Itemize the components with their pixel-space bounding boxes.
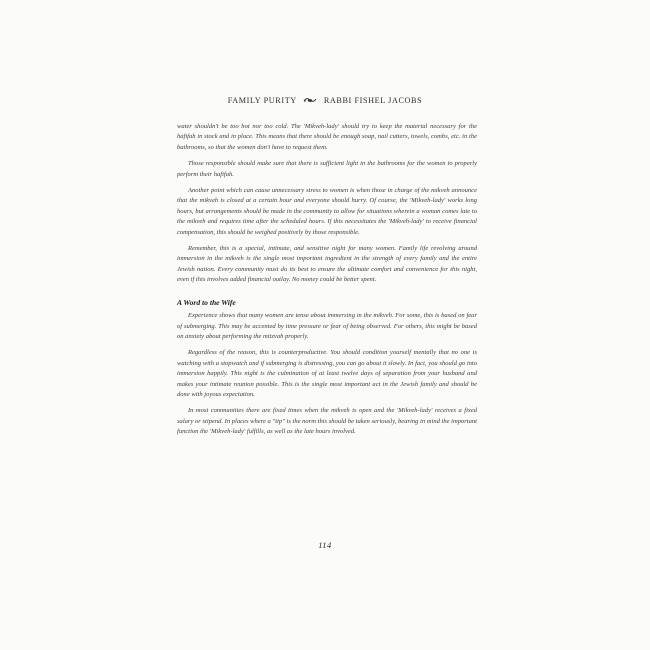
ornament-icon xyxy=(303,96,317,106)
section-heading: A Word to the Wife xyxy=(177,297,236,307)
header-book-title: FAMILY PURITY xyxy=(227,96,297,105)
page-number: 114 xyxy=(318,540,332,550)
running-header xyxy=(0,96,650,106)
body-text xyxy=(177,122,477,444)
paragraph: In most communities there are fixed times when the mikveh is open and the 'Mikveh-lady' receives a fixed salary or stipend. In places where a "tip" is the norm this should be taken seriously, bearing in mind the important function the 'Mikveh-lady' fulfills, as well as the late hours involved. xyxy=(177,407,477,436)
paragraph: Experience shows that many women are tense about immersing in the mikveh. For some, this is based on fear of submerging. This may be accented by time pressure or fear of being observed. For others, this might be based on anxiety about performing the mitzvah properly. xyxy=(177,312,477,340)
paragraph: Remember, this is a special, intimate, and sensitive night for many women. Family life revolving around immersion in the mikveh is the single most important ingredient in the strength of every family and the entire Jewish nation. Every community must do its best to ensure the ultimate comfort and convenience for this night, even if this involves added financial outlay. No money could be better spent. xyxy=(177,245,477,284)
paragraph: Regardless of the reason, this is counterproductive. You should condition yourself mentally that no one is watching with a stopwatch and if submerging is distressing, you can go about it slowly. In fact, you should go into immersion happily. This night is the culmination of at least twelve days of separation from your husband and makes your intimate reunion possible. This is the single most important act in the Jewish family and should be done with joyous expectation. xyxy=(177,349,477,398)
paragraph: Another point which can cause unnecessary stress to women is when those in charge of the mikveh announce that the mikveh is closed at a certain hour and everyone should hurry. Of course, the 'Mikveh-lady' works long hours, but arrangements should be made in the community to allow for situations wherein a woman comes late to the mikveh and requires time after the scheduled hours. If this necessitates the 'Mikveh-lady' to receive financial compensation, this should be weighed positively by those responsible. xyxy=(177,187,477,236)
paragraph: water shouldn't be too hot nor too cold. The 'Mikveh-lady' should try to keep the material necessary for the hafifah in stock and in place. This means that there should be enough soap, nail cutters, towels, combs, etc. in the bathrooms, so that the women don't have to request them. xyxy=(177,123,477,151)
paragraph: Those responsible should make sure that there is sufficient light in the bathrooms for the women to properly perform their hafifah. xyxy=(177,160,477,178)
header-author: RABBI FISHEL JACOBS xyxy=(323,96,423,105)
